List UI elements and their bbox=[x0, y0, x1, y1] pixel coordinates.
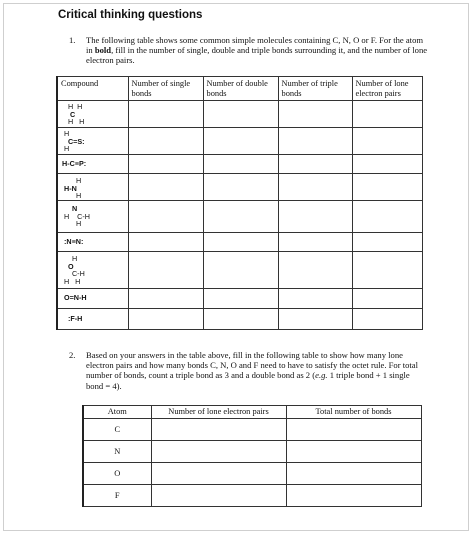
table-row bbox=[57, 233, 422, 252]
answer-cell[interactable] bbox=[286, 463, 421, 485]
answer-cell[interactable] bbox=[128, 174, 203, 201]
molecule-onh: O=N-H bbox=[64, 293, 87, 302]
answer-cell[interactable] bbox=[278, 128, 352, 155]
atom-cell: F bbox=[83, 485, 151, 507]
header-triple-bonds: Number of triple bonds bbox=[278, 77, 352, 101]
table-row bbox=[57, 174, 422, 201]
header-double-bonds: Number of double bonds bbox=[203, 77, 278, 101]
question-1-text bbox=[86, 35, 429, 66]
answer-cell[interactable] bbox=[278, 155, 352, 174]
answer-cell[interactable] bbox=[352, 289, 422, 309]
answer-cell[interactable] bbox=[352, 252, 422, 289]
question-1-number: 1. bbox=[69, 35, 76, 45]
answer-cell[interactable] bbox=[203, 309, 278, 330]
table-row bbox=[83, 485, 421, 507]
molecule-h2cs: H C=S: H bbox=[64, 129, 85, 153]
compound-cell bbox=[57, 201, 128, 233]
question-2 bbox=[69, 350, 424, 391]
answer-cell[interactable] bbox=[278, 252, 352, 289]
bond-table-header-row bbox=[57, 77, 422, 101]
molecule-n2: :N≡N: bbox=[64, 237, 84, 246]
answer-cell[interactable] bbox=[352, 174, 422, 201]
table-row bbox=[83, 463, 421, 485]
answer-cell[interactable] bbox=[151, 463, 286, 485]
molecule-n-methyl: N H C-H H bbox=[64, 204, 90, 228]
octet-table bbox=[82, 405, 422, 507]
compound-cell bbox=[57, 289, 128, 309]
answer-cell[interactable] bbox=[151, 441, 286, 463]
question-2-text bbox=[86, 350, 424, 391]
header-total-bonds: Total number of bonds bbox=[286, 406, 421, 419]
table-row bbox=[83, 419, 421, 441]
atom-cell: O bbox=[83, 463, 151, 485]
answer-cell[interactable] bbox=[278, 309, 352, 330]
question-1-text-part1: The following table shows some common simple molecules containing C, N, O or F. For the atom in bbox=[86, 35, 424, 56]
answer-cell[interactable] bbox=[128, 101, 203, 128]
answer-cell[interactable] bbox=[278, 289, 352, 309]
octet-table-header-row bbox=[83, 406, 421, 419]
compound-cell bbox=[57, 101, 128, 128]
atom-cell: N bbox=[83, 441, 151, 463]
table-row bbox=[57, 289, 422, 309]
question-2-text-part2: 1 triple bond + 1 single bond = 4). bbox=[86, 370, 410, 391]
answer-cell[interactable] bbox=[128, 233, 203, 252]
question-2-eg: e.g. bbox=[315, 370, 328, 381]
answer-cell[interactable] bbox=[286, 485, 421, 507]
answer-cell[interactable] bbox=[278, 174, 352, 201]
answer-cell[interactable] bbox=[286, 419, 421, 441]
question-2-number: 2. bbox=[69, 350, 76, 360]
question-1-bold-word: bold bbox=[94, 45, 112, 56]
answer-cell[interactable] bbox=[128, 128, 203, 155]
answer-cell[interactable] bbox=[352, 101, 422, 128]
answer-cell[interactable] bbox=[203, 289, 278, 309]
compound-cell bbox=[57, 174, 128, 201]
answer-cell[interactable] bbox=[278, 101, 352, 128]
answer-cell[interactable] bbox=[203, 201, 278, 233]
table-row bbox=[57, 101, 422, 128]
question-1-text-part2: , fill in the number of single, double and triple bonds surrounding it, and the number of lone electron pairs. bbox=[86, 45, 428, 66]
answer-cell[interactable] bbox=[151, 419, 286, 441]
answer-cell[interactable] bbox=[128, 309, 203, 330]
question-1 bbox=[69, 35, 429, 66]
molecule-hcp: H-C≡P: bbox=[62, 159, 87, 168]
header-compound: Compound bbox=[57, 77, 128, 101]
bond-table bbox=[56, 76, 423, 330]
answer-cell[interactable] bbox=[352, 233, 422, 252]
table-row bbox=[57, 155, 422, 174]
molecule-methanol: H O C-H H H bbox=[64, 254, 85, 286]
table-row bbox=[57, 252, 422, 289]
molecule-hf: :F-H bbox=[68, 314, 83, 323]
answer-cell[interactable] bbox=[128, 155, 203, 174]
page-heading: Critical thinking questions bbox=[58, 9, 203, 21]
question-2-text-part1: Based on your answers in the table above, fill in the following table to show how many lone electron pairs and how many bonds C, N, O and F need to have to satisfy the octet rule. For total number of bonds, count a triple bond as 3 and a double bond as 2 ( bbox=[86, 350, 418, 381]
answer-cell[interactable] bbox=[203, 128, 278, 155]
table-row bbox=[57, 128, 422, 155]
answer-cell[interactable] bbox=[128, 289, 203, 309]
table-row bbox=[57, 309, 422, 330]
compound-cell bbox=[57, 155, 128, 174]
answer-cell[interactable] bbox=[128, 252, 203, 289]
compound-cell bbox=[57, 233, 128, 252]
header-single-bonds: Number of single bonds bbox=[128, 77, 203, 101]
answer-cell[interactable] bbox=[203, 101, 278, 128]
answer-cell[interactable] bbox=[203, 233, 278, 252]
table-row bbox=[57, 201, 422, 233]
answer-cell[interactable] bbox=[203, 252, 278, 289]
header-atom: Atom bbox=[83, 406, 151, 419]
answer-cell[interactable] bbox=[352, 128, 422, 155]
compound-cell bbox=[57, 252, 128, 289]
compound-cell bbox=[57, 309, 128, 330]
answer-cell[interactable] bbox=[151, 485, 286, 507]
header-lone-pairs: Number of lone electron pairs bbox=[352, 77, 422, 101]
atom-cell: C bbox=[83, 419, 151, 441]
answer-cell[interactable] bbox=[278, 233, 352, 252]
answer-cell[interactable] bbox=[352, 309, 422, 330]
molecule-nh3: H H-N H bbox=[64, 176, 82, 200]
answer-cell[interactable] bbox=[352, 201, 422, 233]
answer-cell[interactable] bbox=[203, 155, 278, 174]
answer-cell[interactable] bbox=[203, 174, 278, 201]
answer-cell[interactable] bbox=[352, 155, 422, 174]
answer-cell[interactable] bbox=[286, 441, 421, 463]
table-row bbox=[83, 441, 421, 463]
header-lone-pairs: Number of lone electron pairs bbox=[151, 406, 286, 419]
answer-cell[interactable] bbox=[278, 201, 352, 233]
answer-cell[interactable] bbox=[128, 201, 203, 233]
compound-cell bbox=[57, 128, 128, 155]
molecule-ch4: H H C H H bbox=[66, 102, 85, 126]
